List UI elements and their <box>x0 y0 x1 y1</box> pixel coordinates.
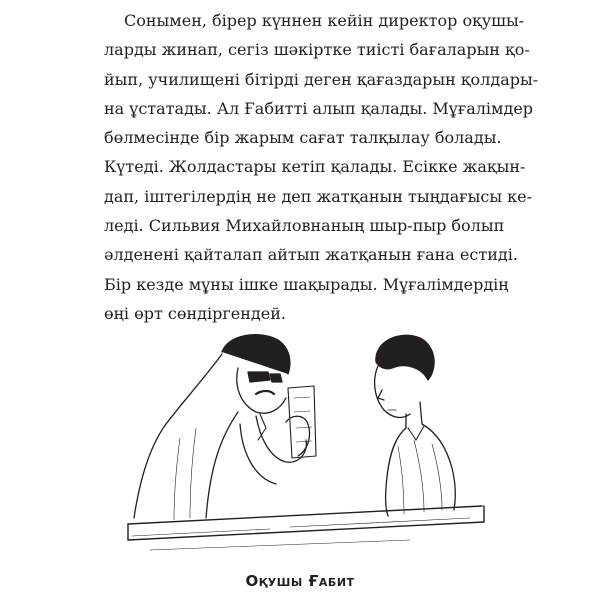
body-text <box>104 6 539 328</box>
man-figure <box>134 335 316 520</box>
running-footer-title: Оқушы Ғабит <box>245 572 355 590</box>
desk <box>128 506 484 550</box>
text-line: Бір кезде мұны ішке шақырады. Мұғалімдердің <box>104 274 509 294</box>
text-line: ларды жинап, сегіз шәкіртке тиісті бағаларын қо- <box>104 40 530 60</box>
text-line: на ұстатады. Ал Ғабитті алып қалады. Мұғалімдер <box>104 98 534 118</box>
text-line: Күтеді. Жолдастары кетіп қалады. Есікке жақын- <box>104 157 526 177</box>
text-line: әлденені қайталап айтып жатқанын ғана естиді. <box>104 245 518 265</box>
text-line: йып, училищені бітірді деген қағаздарын қолдары- <box>104 69 539 89</box>
illustration <box>110 328 500 560</box>
boy-figure <box>375 335 456 516</box>
text-line: Сонымен, бірер күннен кейін директор оқушы- <box>124 11 525 30</box>
text-line: өңі өрт сөндіргендей. <box>104 303 286 323</box>
text-line: леді. Сильвия Михайловнаның шыр-пыр болып <box>104 216 505 236</box>
text-line: дап, іштегілердің не деп жатқанын тыңдағысы ке- <box>104 186 533 206</box>
text-line: бөлмесінде бір жарым сағат талқылау болады. <box>104 128 502 148</box>
